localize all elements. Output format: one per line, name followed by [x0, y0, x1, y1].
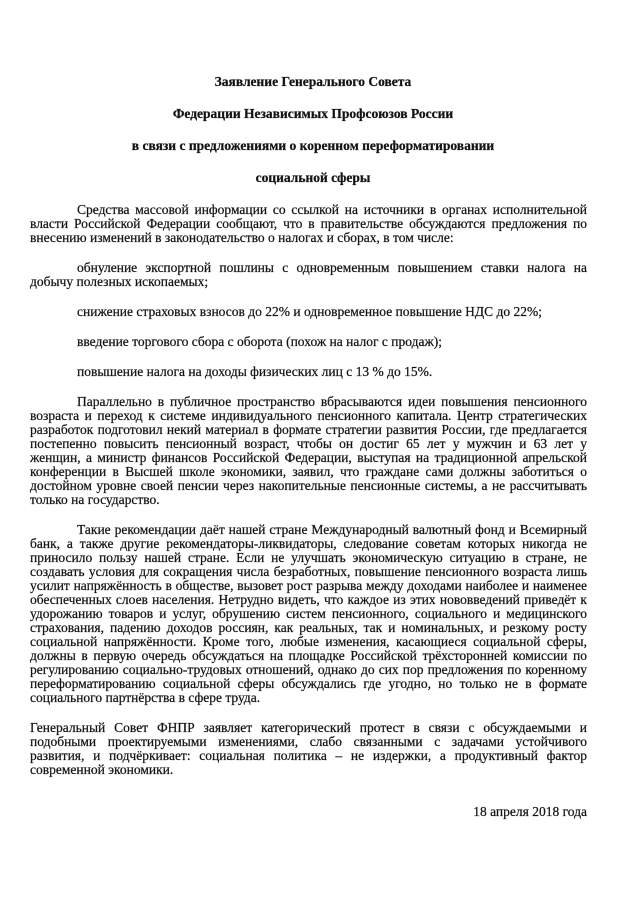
document-date: 18 апреля 2018 года [473, 804, 587, 819]
title-line-2: Федерации Независимых Профсоюзов России [172, 106, 454, 121]
title-line-4: социальной сферы [255, 170, 371, 185]
list-item-insurance-vat: снижение страховых взносов до 22% и одновременное повышение НДС до 22%; [77, 304, 543, 319]
document-body [30, 203, 587, 819]
list-item-income-tax: повышение налога на доходы физических лиц с 13 % до 15%. [77, 364, 433, 379]
title-line-1: Заявление Генерального Совета [214, 74, 412, 89]
list-item-export-duty: обнуление экспортной пошлины с одновременным повышением ставки налога на добычу полезных ископаемых; [30, 260, 587, 289]
document-title-block [0, 0, 626, 185]
paragraph-intro: Средства массовой информации со ссылкой на источники в органах исполнительной власти Российской Федерации сообщают, что в правительстве обсуждаются предложения по внесению изменений в законодательство о налогах и сборах, в том числе: [30, 202, 587, 245]
title-line-3: в связи с предложениями о коренном переформатировании [131, 138, 495, 153]
paragraph-pension: Параллельно в публичное пространство вбрасываются идеи повышения пенсионного возраста и переход к системе индивидуального пенсионного капитала. Центр стратегических разработок подготовил некий материал в формате стратегии развития России, где предлагается постепенно повысить пенсионный возраст, чтобы он достиг 65 лет у мужчин и 63 лет у женщин, а министр финансов Российской Федерации, выступая на традиционной апрельской конференции в Высшей школе экономики, заявил, что граждане сами должны заботиться о достойном уровне своей пенсии через накопительные пенсионные системы, а не рассчитывать только на государство. [30, 394, 587, 507]
paragraph-protest: Генеральный Совет ФНПР заявляет категорический протест в связи с обсуждаемыми и подобными проектируемыми изменениями, слабо связанными с задачами устойчивого развития, и подчёркивает: социальная политика – не издержки, а продуктивный фактор современной экономики. [30, 720, 587, 777]
paragraph-recommendations: Такие рекомендации даёт нашей стране Международный валютный фонд и Всемирный банк, а также другие рекомендаторы-ликвидаторы, следование советам которых никогда не приносило пользу нашей стране. Если не улучшать экономическую ситуацию в стране, не создавать условия для сокращения числа безработных, повышение пенсионного возраста лишь усилит напряжённость в обществе, вызовет рост разрыва между доходами наиболее и наименее обеспеченных слоев населения. Нетрудно видеть, что каждое из этих нововведений приведёт к удорожанию товаров и услуг, обрушению систем пенсионного, социального и медицинского страхования, падению доходов россиян, как реальных, так и номинальных, и резкому росту социальной напряжённости. Кроме того, любые изменения, касающиеся социальной сферы, должны в первую очередь обсуждаться на площадке Российской трёхсторонней комиссии по регулированию социально-трудовых отношений, однако до сих пор предложения по коренному переформатированию социальной сферы обсуждались где угодно, но только не в формате социального партнёрства в сфере труда. [30, 522, 587, 705]
list-item-trade-levy: введение торгового сбора с оборота (похож на налог с продаж); [77, 334, 443, 349]
